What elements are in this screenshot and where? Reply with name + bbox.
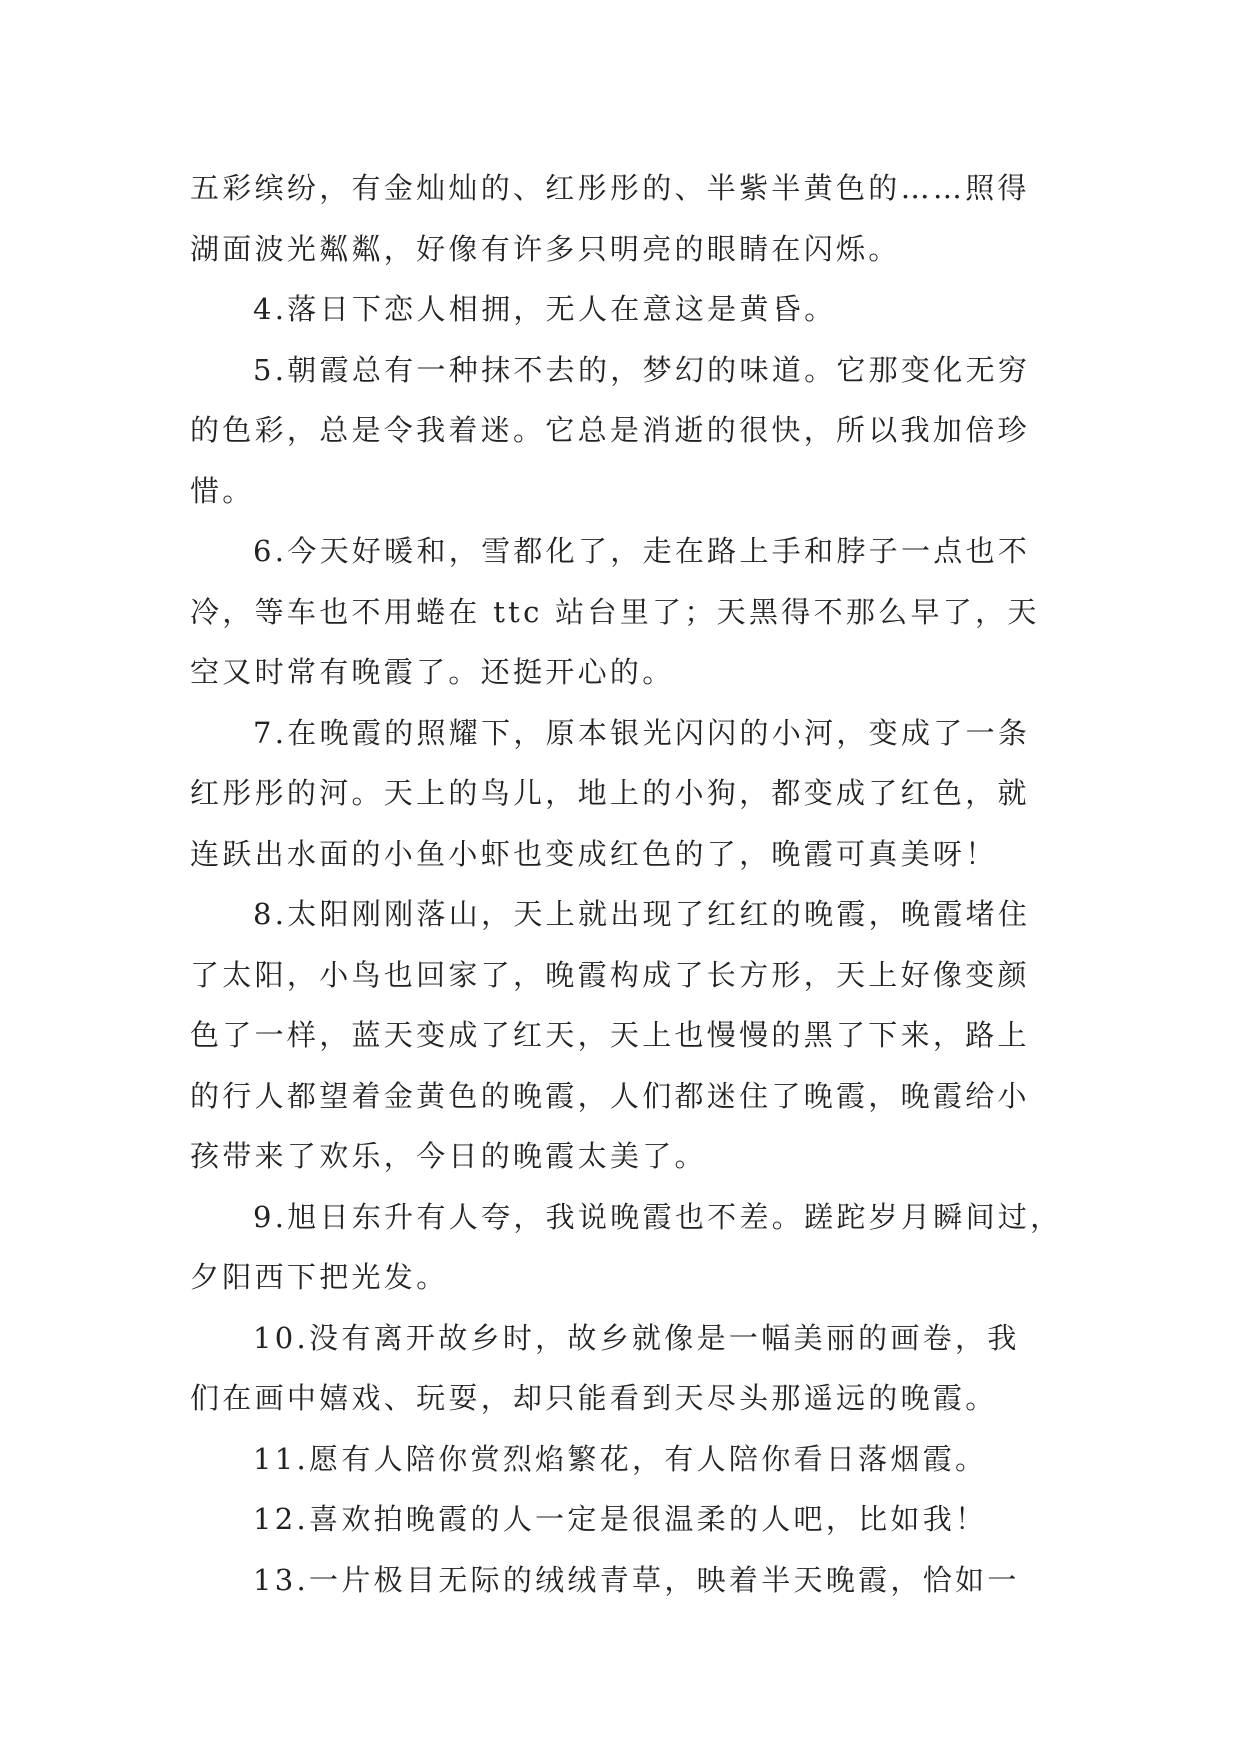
document-body: [190, 158, 1063, 1610]
text-line: 红彤彤的河。天上的鸟儿，地上的小狗，都变成了红色，就: [190, 776, 1030, 810]
text-line: 8.太阳刚刚落山，天上就出现了红红的晚霞，晚霞堵住: [253, 897, 1031, 931]
paragraph-item-13: [190, 1550, 1052, 1611]
paragraph-item-8: [190, 884, 1052, 1187]
text-line: 湖面波光粼粼，好像有许多只明亮的眼睛在闪烁。: [190, 231, 901, 266]
paragraph-item-4: [190, 279, 1052, 340]
text-line: 10.没有离开故乡时，故乡就像是一幅美丽的画卷，我: [253, 1320, 1020, 1355]
text-line: 12.喜欢拍晚霞的人一定是很温柔的人吧，比如我！: [253, 1502, 988, 1536]
paragraph-item-10: [190, 1308, 1052, 1429]
paragraph-item-5: [190, 340, 1052, 522]
text-line: 9.旭日东升有人夸，我说晚霞也不差。蹉跎岁月瞬间过，: [253, 1199, 1063, 1234]
text-line: 5.朝霞总有一种抹不去的，梦幻的味道。它那变化无穷: [253, 352, 1031, 387]
text-line: 惜。: [190, 473, 255, 508]
paragraph-item-11: [190, 1429, 1052, 1490]
text-line: 7.在晚霞的照耀下，原本银光闪闪的小河，变成了一条: [253, 715, 1031, 750]
paragraph-item-7: [190, 703, 1052, 885]
text-line: 的色彩，总是令我着迷。它总是消逝的很快，所以我加倍珍: [190, 413, 1030, 447]
text-line: 五彩缤纷，有金灿灿的、红彤彤的、半紫半黄色的……照得: [190, 171, 1030, 205]
text-line: 13.一片极目无际的绒绒青草，映着半天晚霞，恰如一: [253, 1562, 1020, 1597]
text-line: 的行人都望着金黄色的晚霞，人们都迷住了晚霞，晚霞给小: [190, 1078, 1030, 1113]
text-line: 6.今天好暖和，雪都化了，走在路上手和脖子一点也不: [253, 534, 1031, 568]
text-line: 夕阳西下把光发。: [190, 1260, 449, 1294]
text-line: 4.落日下恋人相拥，无人在意这是黄昏。: [253, 292, 837, 326]
text-line: 色了一样，蓝天变成了红天，天上也慢慢的黑了下来，路上: [190, 1018, 1030, 1052]
text-line: 空又时常有晚霞了。还挺开心的。: [190, 655, 675, 689]
text-line: 连跃出水面的小鱼小虾也变成红色的了，晚霞可真美呀！: [190, 836, 998, 871]
text-line: 11.愿有人陪你赏烈焰繁花，有人陪你看日落烟霞。: [253, 1441, 988, 1476]
paragraph-item-9: [190, 1187, 1063, 1308]
paragraph-item-12: [190, 1489, 1052, 1550]
text-line: 了太阳，小鸟也回家了，晚霞构成了长方形，天上好像变颜: [190, 957, 1030, 992]
text-line: 孩带来了欢乐，今日的晚霞太美了。: [190, 1139, 707, 1173]
text-line: 们在画中嬉戏、玩耍，却只能看到天尽头那遥远的晚霞。: [190, 1381, 998, 1415]
paragraph-item-6: [190, 521, 1052, 703]
paragraph-1: [190, 158, 1052, 279]
text-line: 冷，等车也不用蜷在 ttc 站台里了；天黑得不那么早了，天: [190, 594, 1040, 629]
